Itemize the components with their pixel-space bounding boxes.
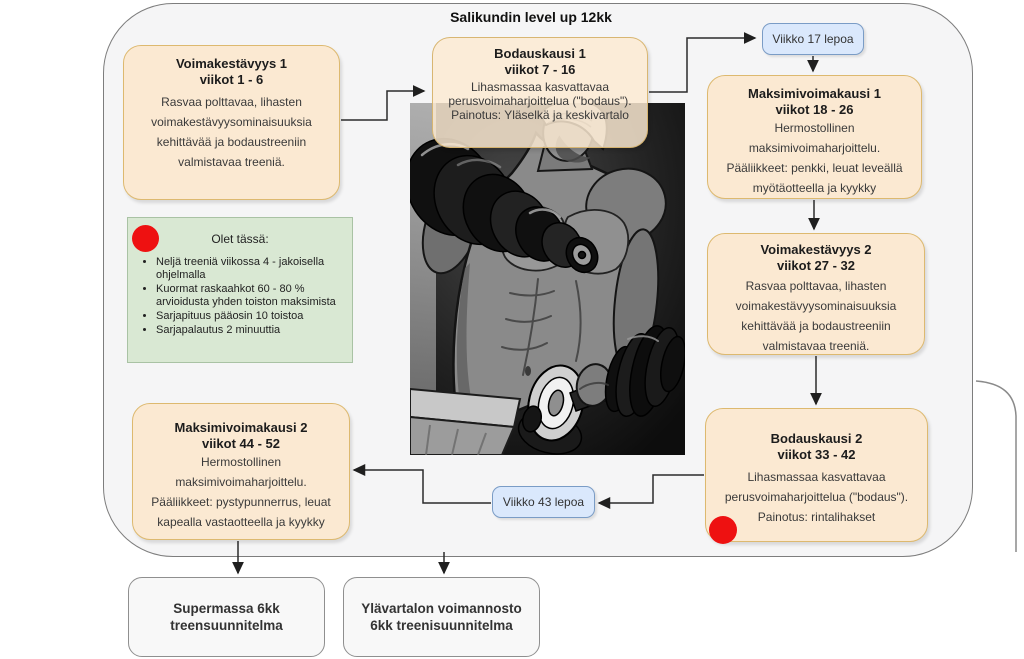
- text-line: Painotus: Yläselkä ja keskivartalo: [451, 108, 629, 122]
- text-line: Lihasmassaa kasvattavaa: [747, 470, 886, 484]
- diagram-title: Salikundin level up 12kk: [450, 9, 612, 25]
- text-line: Hermostollinen: [774, 121, 855, 135]
- phase-weeks: viikot 1 - 6: [199, 72, 264, 87]
- phase-weeks: viikot 33 - 42: [777, 447, 856, 462]
- plan-label: [170, 600, 283, 634]
- text-line: • Neljä treeniä viikossa 4 - jakoisella ohjelmalla: [156, 256, 344, 282]
- phase-description: [708, 276, 924, 356]
- rest-label: Viikko 17 lepoa: [772, 32, 854, 46]
- text-line: voimakestävyysominaisuuksia: [151, 115, 312, 129]
- text-line: kehittävää ja bodaustreeniin: [741, 319, 891, 333]
- phase-title: Bodauskausi 2: [770, 431, 863, 446]
- note-bullet-list: [138, 256, 344, 337]
- phase-box-voimakestavyys-2: [707, 233, 925, 355]
- current-phase-red-dot: [709, 516, 737, 544]
- phase-box-maksimivoimakausi-2: [132, 403, 350, 540]
- text-line: Pääliikkeet: pystypunnerrus, leuat: [151, 495, 331, 509]
- phase-title: Maksimivoimakausi 2: [174, 420, 308, 435]
- phase-weeks: viikot 7 - 16: [504, 62, 576, 77]
- phase-title: Maksimivoimakausi 1: [748, 86, 881, 101]
- text-line: Supermassa 6kk: [173, 601, 280, 616]
- note-title: Olet tässä:: [211, 232, 269, 246]
- text-line: Pääliikkeet: penkki, leuat leveällä: [726, 161, 903, 175]
- rest-box-week-17: [762, 23, 864, 55]
- text-line: maksimivoimaharjoittelu.: [748, 141, 881, 155]
- phase-weeks: viikot 44 - 52: [201, 436, 281, 451]
- phase-title: Bodauskausi 1: [494, 46, 586, 61]
- phase-box-bodauskausi-2: [705, 408, 928, 542]
- text-line: Lihasmassaa kasvattavaa: [470, 80, 610, 94]
- plan-label: [361, 600, 522, 634]
- you-are-here-red-dot: [132, 225, 159, 252]
- partial-outer-frame-edge: [976, 381, 1016, 552]
- phase-description: [433, 80, 647, 122]
- text-line: • Kuormat raskaahkot 60 - 80 % arvioidusta yhden toiston maksimista: [156, 283, 344, 309]
- text-line: maksimivoimaharjoittelu.: [175, 475, 307, 489]
- phase-box-maksimivoimakausi-1: [707, 75, 922, 199]
- text-line: valmistavaa treeniä.: [762, 339, 870, 353]
- text-line: Painotus: rintalihakset: [757, 510, 876, 524]
- bodybuilder-illustration: [410, 103, 685, 455]
- phase-weeks: viikot 27 - 32: [776, 258, 856, 273]
- text-line: • Sarjapalautus 2 minuuttia: [156, 324, 344, 337]
- you-are-here-note: [127, 217, 353, 363]
- text-line: treensuunnitelma: [170, 618, 283, 633]
- phase-description: [708, 118, 921, 198]
- text-line: Rasvaa polttavaa, lihasten: [745, 279, 887, 293]
- phase-description: [124, 92, 339, 172]
- phase-weeks: viikot 18 - 26: [775, 102, 854, 117]
- plan-box-ylavartalo: [343, 577, 540, 657]
- phase-box-voimakestavyys-1: [123, 45, 340, 200]
- phase-description: [706, 467, 927, 527]
- text-line: voimakestävyysominaisuuksia: [735, 299, 897, 313]
- text-line: perusvoimaharjoittelua ("bodaus").: [448, 94, 632, 108]
- text-line: myötäotteella ja kyykky: [752, 181, 877, 195]
- phase-title: Voimakestävyys 1: [175, 56, 288, 71]
- rest-label: Viikko 43 lepoa: [502, 495, 585, 509]
- phase-box-bodauskausi-1: [432, 37, 648, 148]
- text-line: • Sarjapituus pääosin 10 toistoa: [156, 310, 344, 323]
- text-line: perusvoimaharjoittelua ("bodaus").: [724, 490, 909, 504]
- phase-description: [133, 452, 349, 532]
- text-line: Hermostollinen: [200, 455, 282, 469]
- text-line: kehittävää ja bodaustreeniin: [156, 135, 307, 149]
- text-line: Ylävartalon voimannosto: [361, 601, 522, 616]
- text-line: 6kk treenisuunnitelma: [370, 618, 513, 633]
- text-line: valmistavaa treeniä.: [178, 155, 285, 169]
- phase-title: Voimakestävyys 2: [760, 242, 872, 257]
- text-line: Rasvaa polttavaa, lihasten: [161, 95, 302, 109]
- text-line: kapealla vastaotteella ja kyykky: [157, 515, 325, 529]
- plan-box-supermassa: [128, 577, 325, 657]
- rest-box-week-43: [492, 486, 595, 518]
